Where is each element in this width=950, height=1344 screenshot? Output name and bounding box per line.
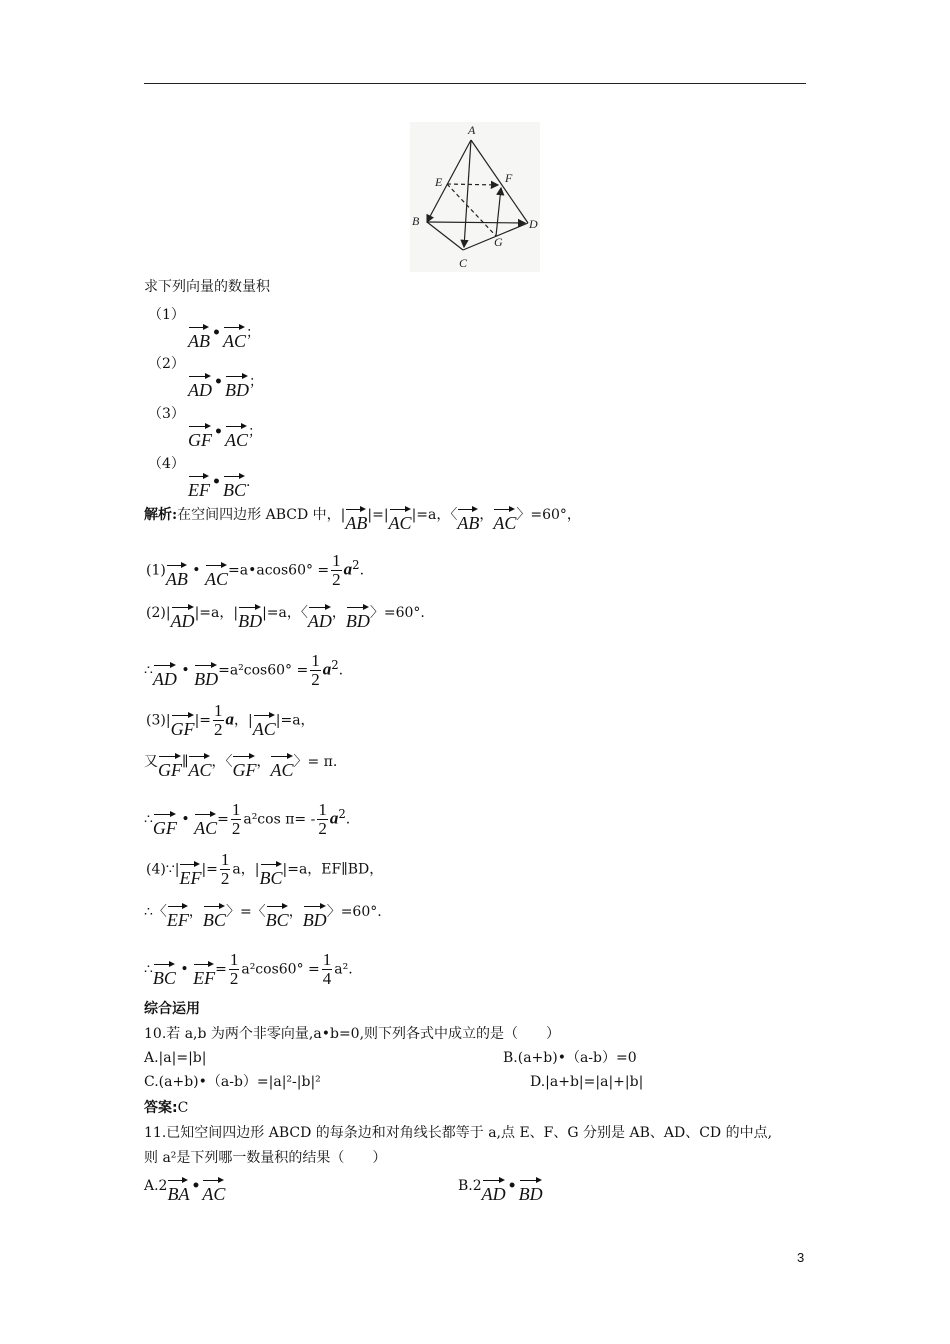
solution-3c: ∴GF • AC= $\frac{1}{2}$ a²cos π= - $\frac{1}{2}$ $a^2$. [144,800,351,838]
q10-option-d: D.|a+b|=|a|+|b| [530,1074,644,1090]
question-3: （3） GF • AC； [148,406,262,450]
solution-4: (4)∵|EF|= $\frac{1}{2}$ a，|BC|=a，EF∥BD， [146,850,384,888]
q10-option-c: C.(a+b)•（a-b）=|a|²-|b|² [144,1074,321,1090]
question-2: （2） AD • BD； [148,356,263,400]
edge-BC [427,222,463,250]
solution-3: (3)|GF|= $\frac{1}{2}$ a，|AC|=a， [146,701,315,739]
label-E: E [435,175,443,189]
q11-stem-2: 则 a²是下列哪一数量积的结果（ ） [144,1150,387,1166]
page-number: 3 [797,1250,805,1265]
solution-4c: ∴BC • EF= $\frac{1}{2}$ a²cos60° = $\frac{1}{4}$ a². [144,950,353,988]
edge-AB [427,140,471,222]
vec-BA-arrow [427,216,430,222]
question-4: （4） EF • BC. [148,456,251,500]
vec-GF [496,188,501,236]
label-G: G [494,235,503,249]
q10-option-b: B.(a+b)•（a-b）=0 [503,1050,637,1066]
vec-BD [427,222,525,223]
edge-AD [471,140,528,223]
tetrahedron-figure [410,122,540,272]
label-F: F [505,171,513,185]
vec-AC [464,140,471,247]
analysis-intro: 解析:在空间四边形 ABCD 中，|AB|=|AC|=a，〈AB，AC〉=60°， [144,507,581,533]
q11-stem: 11.已知空间四边形 ABCD 的每条边和对角线长都等于 a,点 E、F、G 分别是 AB、AD、CD 的中点, [144,1125,773,1141]
q10-answer: 答案:C [144,1100,189,1116]
vec-EF [447,184,498,185]
section-title: 综合运用 [144,1001,200,1017]
q11-option-a: A.2BA • AC [144,1178,226,1204]
solution-3b: 又GF∥AC，〈GF，AC〉= π. [144,754,338,780]
prompt-text: 求下列向量的数量积 [144,279,270,295]
solution-1: (1)AB • AC=a•acos60° = $\frac{1}{2}$ $a^2$. [146,551,365,589]
label-B: B [412,214,420,228]
q10-option-a: A.|a|=|b| [144,1050,207,1066]
solution-4b: ∴〈EF，BC〉=〈BC，BD〉=60°. [144,904,382,930]
q10-stem: 10.若 a,b 为两个非零向量,a•b=0,则下列各式中成立的是（ ） [144,1026,561,1042]
q11-option-b: B.2AD • BD [458,1178,543,1204]
label-A: A [468,123,476,137]
seg-EG [447,184,496,236]
question-1: （1） AB • AC； [148,307,260,351]
solution-2: (2)|AD|=a，|BD|=a，〈AD，BD〉=60°. [146,605,425,631]
label-C: C [459,256,468,270]
label-D: D [529,217,538,231]
header-rule [144,83,806,84]
solution-2b: ∴AD • BD=a²cos60° = $\frac{1}{2}$ $a^2$. [144,651,344,689]
